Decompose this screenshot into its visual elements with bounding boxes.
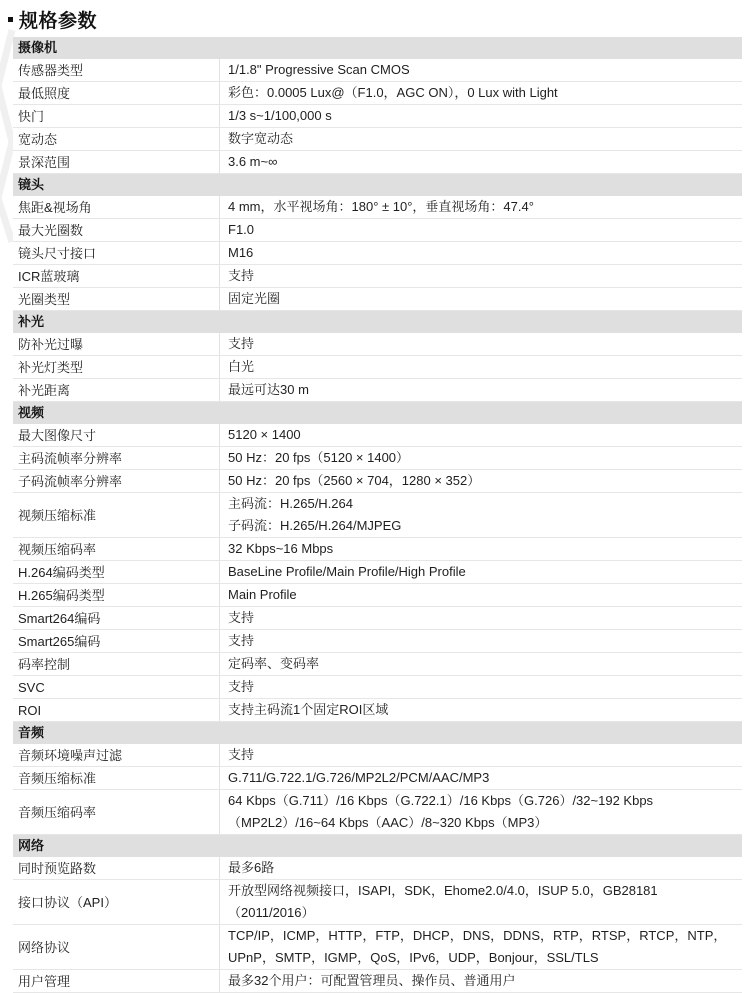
spec-value-line: 彩色：0.0005 Lux@（F1.0，AGC ON），0 Lux with Light [228, 85, 558, 100]
spec-row [13, 82, 742, 105]
spec-row [13, 265, 742, 288]
spec-row [13, 699, 742, 722]
spec-value [219, 424, 742, 446]
spec-value [219, 538, 742, 560]
spec-value [219, 857, 742, 879]
spec-value [219, 584, 742, 606]
spec-value-line: 最多32个用户：可配置管理员、操作员、普通用户 [228, 973, 516, 988]
spec-label: 最低照度 [18, 85, 71, 101]
spec-value [219, 630, 742, 652]
spec-row [13, 584, 742, 607]
spec-value [219, 105, 742, 127]
spec-row [13, 59, 742, 82]
spec-row [13, 925, 742, 970]
spec-value [219, 151, 742, 173]
spec-label: 码率控制 [18, 656, 71, 672]
spec-label: H.265编码类型 [18, 587, 105, 603]
spec-value [219, 493, 742, 537]
spec-value-line: 支持主码流1个固定ROI区域 [228, 702, 389, 717]
section-header: 摄像机 [13, 37, 742, 59]
spec-row [13, 607, 742, 630]
spec-value-line: 支持 [228, 268, 255, 283]
spec-row [13, 767, 742, 790]
spec-row [13, 128, 742, 151]
spec-value [219, 379, 742, 401]
spec-value-line: 4 mm，水平视场角：180° ± 10°，垂直视场角：47.4° [228, 199, 534, 214]
spec-value-line: 定码率、变码率 [228, 656, 320, 671]
spec-value-line: 数字宽动态 [228, 131, 294, 146]
spec-row [13, 493, 742, 538]
spec-label: SVC [18, 679, 45, 695]
spec-row [13, 151, 742, 174]
spec-row [13, 676, 742, 699]
spec-value-line: BaseLine Profile/Main Profile/High Profile [228, 564, 466, 579]
spec-value-line: TCP/IP，ICMP，HTTP，FTP，DHCP，DNS，DDNS，RTP，RTSP，RTCP，NTP，UPnP，SMTP，IGMP，QoS，IPv6，UDP，Bonjour，SSL/TLS [228, 928, 727, 965]
spec-value [219, 767, 742, 789]
spec-row [13, 561, 742, 584]
spec-value-line: 32 Kbps~16 Mbps [228, 541, 334, 556]
spec-value [219, 607, 742, 629]
spec-label: H.264编码类型 [18, 564, 105, 580]
spec-label: 最大图像尺寸 [18, 427, 97, 443]
spec-label: Smart264编码 [18, 610, 101, 626]
spec-value-line: 1/1.8" Progressive Scan CMOS [228, 62, 410, 77]
spec-label: 主码流帧率分辨率 [18, 450, 123, 466]
spec-row [13, 880, 742, 925]
spec-value-line: 主码流：H.265/H.264 [228, 496, 353, 511]
spec-value-line: G.711/G.722.1/G.726/MP2L2/PCM/AAC/MP3 [228, 770, 490, 785]
spec-label: 焦距&视场角 [18, 199, 92, 215]
section-header: 镜头 [13, 174, 742, 196]
spec-row [13, 630, 742, 653]
spec-label: 音频压缩标准 [18, 770, 97, 786]
spec-value-line: 子码流：H.265/H.264/MJPEG [228, 518, 402, 533]
spec-label: 补光灯类型 [18, 359, 84, 375]
spec-value [219, 790, 742, 834]
spec-value [219, 744, 742, 766]
spec-label: 视频压缩码率 [18, 541, 97, 557]
spec-value [219, 447, 742, 469]
spec-label: 接口协议（API） [18, 894, 117, 910]
spec-value [219, 333, 742, 355]
spec-value-line: 支持 [228, 610, 255, 625]
spec-value-line: Main Profile [228, 587, 297, 602]
spec-row [13, 356, 742, 379]
spec-value-line: 白光 [228, 359, 255, 374]
title-bullet-icon [8, 17, 13, 22]
spec-row [13, 970, 742, 993]
spec-value [219, 356, 742, 378]
spec-label: 快门 [18, 108, 45, 124]
spec-row [13, 790, 742, 835]
spec-label: 传感器类型 [18, 62, 84, 78]
spec-value [219, 196, 742, 218]
spec-value [219, 265, 742, 287]
page-title [8, 7, 97, 31]
spec-label: ICR蓝玻璃 [18, 268, 80, 284]
spec-label: 补光距离 [18, 382, 71, 398]
spec-table [13, 37, 742, 993]
section-header: 网络 [13, 835, 742, 857]
spec-value [219, 82, 742, 104]
spec-row [13, 470, 742, 493]
spec-value [219, 288, 742, 310]
spec-value-line: 64 Kbps（G.711）/16 Kbps（G.722.1）/16 Kbps（G.726）/32~192 Kbps（MP2L2）/16~64 Kbps（AAC）/8~320 Kbps（MP3） [228, 793, 654, 830]
spec-value-line: 支持 [228, 336, 255, 351]
spec-value-line: 支持 [228, 633, 255, 648]
spec-value [219, 561, 742, 583]
spec-label: 宽动态 [18, 131, 58, 147]
spec-label: 同时预览路数 [18, 860, 97, 876]
spec-label: 视频压缩标准 [18, 507, 97, 523]
spec-row [13, 242, 742, 265]
spec-label: Smart265编码 [18, 633, 101, 649]
spec-row [13, 424, 742, 447]
spec-value-line: 5120 × 1400 [228, 427, 301, 442]
spec-row [13, 379, 742, 402]
spec-label: 网络协议 [18, 939, 71, 955]
section-header: 补光 [13, 311, 742, 333]
spec-value-line: 3.6 m~∞ [228, 154, 278, 169]
spec-label: 用户管理 [18, 973, 71, 989]
spec-value [219, 128, 742, 150]
spec-value-line: 50 Hz：20 fps（5120 × 1400） [228, 450, 410, 465]
spec-value [219, 653, 742, 675]
spec-value [219, 470, 742, 492]
section-header: 音频 [13, 722, 742, 744]
spec-value [219, 699, 742, 721]
spec-label: 子码流帧率分辨率 [18, 473, 123, 489]
spec-value-line: F1.0 [228, 222, 255, 237]
spec-row [13, 105, 742, 128]
spec-value [219, 970, 742, 992]
spec-row [13, 744, 742, 767]
spec-value-line: 支持 [228, 679, 255, 694]
spec-value-line: 支持 [228, 747, 255, 762]
spec-value [219, 59, 742, 81]
spec-value [219, 219, 742, 241]
spec-value-line: 最多6路 [228, 860, 275, 875]
spec-label: 光圈类型 [18, 291, 71, 307]
spec-row [13, 333, 742, 356]
spec-value-line: 50 Hz：20 fps（2560 × 704，1280 × 352） [228, 473, 481, 488]
spec-value-line: 固定光圈 [228, 291, 281, 306]
spec-value [219, 676, 742, 698]
spec-value-line: 最远可达30 m [228, 382, 309, 397]
spec-value [219, 242, 742, 264]
spec-label: 音频压缩码率 [18, 804, 97, 820]
spec-label: 镜头尺寸接口 [18, 245, 97, 261]
section-header: 视频 [13, 402, 742, 424]
spec-row [13, 196, 742, 219]
spec-row [13, 288, 742, 311]
spec-label: 音频环境噪声过滤 [18, 747, 123, 763]
spec-row [13, 857, 742, 880]
spec-label: 最大光圈数 [18, 222, 84, 238]
spec-row [13, 538, 742, 561]
spec-label: 防补光过曝 [18, 336, 84, 352]
spec-value-line: 1/3 s~1/100,000 s [228, 108, 332, 123]
spec-row [13, 447, 742, 470]
spec-row [13, 219, 742, 242]
spec-label: 景深范围 [18, 154, 71, 170]
spec-value [219, 925, 742, 969]
spec-value [219, 880, 742, 924]
spec-value-line: M16 [228, 245, 254, 260]
spec-value-line: 开放型网络视频接口，ISAPI，SDK，Ehome2.0/4.0，ISUP 5.0，GB28181（2011/2016） [228, 883, 658, 920]
spec-row [13, 653, 742, 676]
spec-label: ROI [18, 702, 42, 718]
page-title-text: 规格参数 [19, 10, 98, 32]
